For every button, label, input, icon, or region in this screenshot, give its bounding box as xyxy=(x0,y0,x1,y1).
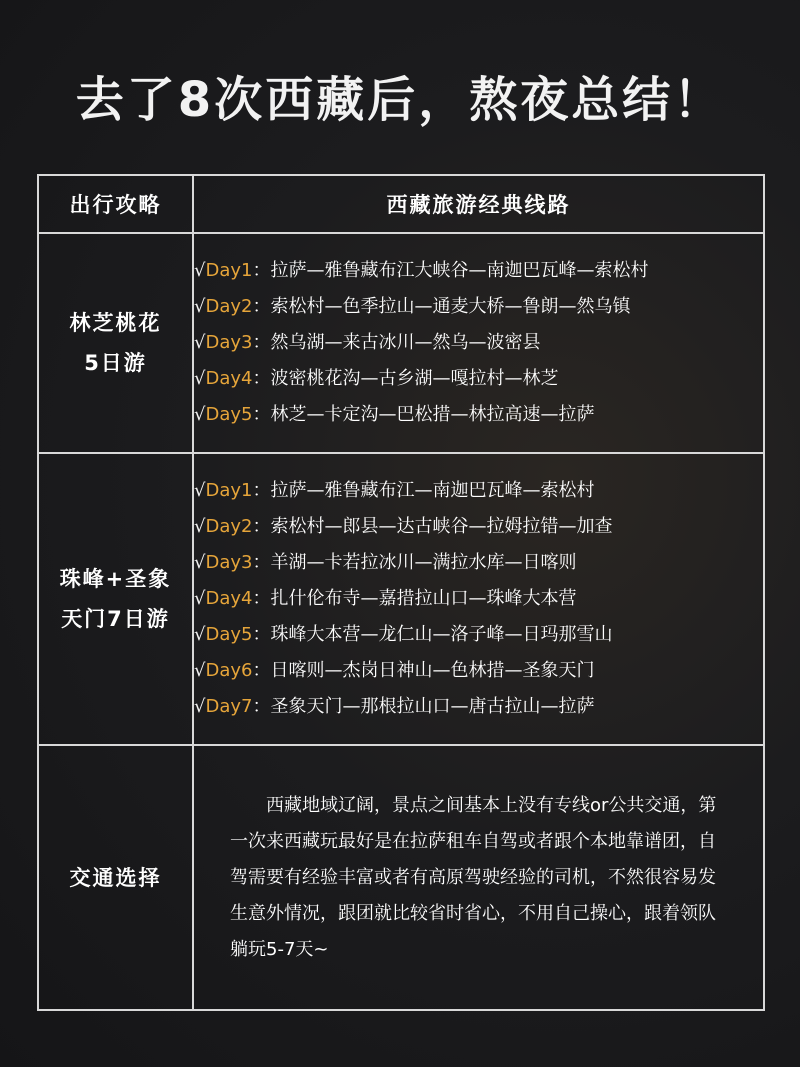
day-label: Day6 xyxy=(205,660,253,681)
check-icon: √ xyxy=(194,368,206,389)
day-label: Day5 xyxy=(205,404,253,425)
table-row xyxy=(38,233,764,453)
check-icon: √ xyxy=(194,588,206,609)
day-route-text: 林芝—卡定沟—巴松措—林拉高速—拉萨 xyxy=(270,404,595,425)
day-separator: ： xyxy=(252,624,271,645)
day-route-text: 日喀则—杰岗日神山—色林措—圣象天门 xyxy=(270,660,595,681)
day-label: Day4 xyxy=(205,588,253,609)
route-name-cell xyxy=(38,233,193,453)
day-separator: ： xyxy=(252,516,271,537)
day-label: Day5 xyxy=(205,624,253,645)
day-label: Day3 xyxy=(205,552,253,573)
check-icon: √ xyxy=(194,696,206,717)
day-route-text: 然乌湖—来古冰川—然乌—波密县 xyxy=(270,332,541,353)
day-route-text: 羊湖—卡若拉冰川—满拉水库—日喀则 xyxy=(270,552,577,573)
table-header-row xyxy=(38,175,764,233)
check-icon: √ xyxy=(194,624,206,645)
day-separator: ： xyxy=(252,332,271,353)
day-route-text: 索松村—郎县—达古峡谷—拉姆拉错—加查 xyxy=(270,516,613,537)
day-separator: ： xyxy=(252,660,271,681)
day-label: Day3 xyxy=(205,332,253,353)
transport-text: 西藏地域辽阔，景点之间基本上没有专线or公共交通，第一次来西藏玩最好是在拉萨租车自驾或者跟个本地靠谱团，自驾需要有经验丰富或者有高原驾驶经验的司机，不然很容易发生意外情况，跟团就比较省时省心，不用自己操心，跟着领队躺玩5-7天~ xyxy=(230,794,717,960)
table-row xyxy=(38,453,764,745)
day-label: Day1 xyxy=(205,260,253,281)
day-item xyxy=(194,361,763,397)
day-route-text: 拉萨—雅鲁藏布江大峡谷—南迦巴瓦峰—索松村 xyxy=(270,260,649,281)
day-label: Day7 xyxy=(205,696,253,717)
day-route-text: 扎什伦布寺—嘉措拉山口—珠峰大本营 xyxy=(270,588,577,609)
check-icon: √ xyxy=(194,552,206,573)
day-item xyxy=(194,545,763,581)
day-separator: ： xyxy=(252,296,271,317)
route-days-cell xyxy=(193,233,764,453)
day-label: Day1 xyxy=(205,480,253,501)
day-item xyxy=(194,581,763,617)
day-separator: ： xyxy=(252,552,271,573)
route-name-cell xyxy=(38,453,193,745)
day-item xyxy=(194,397,763,433)
day-label: Day2 xyxy=(205,516,253,537)
header-travel-guide: 出行攻略 xyxy=(38,175,193,233)
check-icon: √ xyxy=(194,296,206,317)
day-label: Day4 xyxy=(205,368,253,389)
check-icon: √ xyxy=(194,660,206,681)
transport-label: 交通选择 xyxy=(38,745,193,1010)
day-route-text: 波密桃花沟—古乡湖—嘎拉村—林芝 xyxy=(270,368,559,389)
header-classic-routes: 西藏旅游经典线路 xyxy=(193,175,764,233)
day-separator: ： xyxy=(252,480,271,501)
itinerary-table xyxy=(37,174,765,1011)
day-item xyxy=(194,689,763,725)
day-separator: ： xyxy=(252,404,271,425)
day-item xyxy=(194,289,763,325)
day-item xyxy=(194,253,763,289)
day-route-text: 珠峰大本营—龙仁山—洛子峰—日玛那雪山 xyxy=(270,624,613,645)
day-label: Day2 xyxy=(205,296,253,317)
day-separator: ： xyxy=(252,696,271,717)
day-item xyxy=(194,653,763,689)
day-route-text: 拉萨—雅鲁藏布江—南迦巴瓦峰—索松村 xyxy=(270,480,595,501)
route-name-line: 林芝桃花 xyxy=(69,311,162,335)
check-icon: √ xyxy=(194,480,206,501)
day-item xyxy=(194,325,763,361)
route-name-line: 5日游 xyxy=(84,351,147,375)
table-row xyxy=(38,745,764,1010)
day-separator: ： xyxy=(252,588,271,609)
check-icon: √ xyxy=(194,516,206,537)
check-icon: √ xyxy=(194,260,206,281)
page-title: 去了8次西藏后，熬夜总结！ xyxy=(75,72,725,128)
check-icon: √ xyxy=(194,332,206,353)
day-route-text: 索松村—色季拉山—通麦大桥—鲁朗—然乌镇 xyxy=(270,296,631,317)
route-days-cell xyxy=(193,453,764,745)
day-item xyxy=(194,473,763,509)
day-separator: ： xyxy=(252,260,271,281)
day-item xyxy=(194,509,763,545)
day-item xyxy=(194,617,763,653)
check-icon: √ xyxy=(194,404,206,425)
day-route-text: 圣象天门—那根拉山口—唐古拉山—拉萨 xyxy=(270,696,595,717)
route-name-line: 珠峰+圣象 xyxy=(59,567,172,591)
transport-cell xyxy=(193,745,764,1010)
route-name-line: 天门7日游 xyxy=(61,607,170,631)
day-separator: ： xyxy=(252,368,271,389)
